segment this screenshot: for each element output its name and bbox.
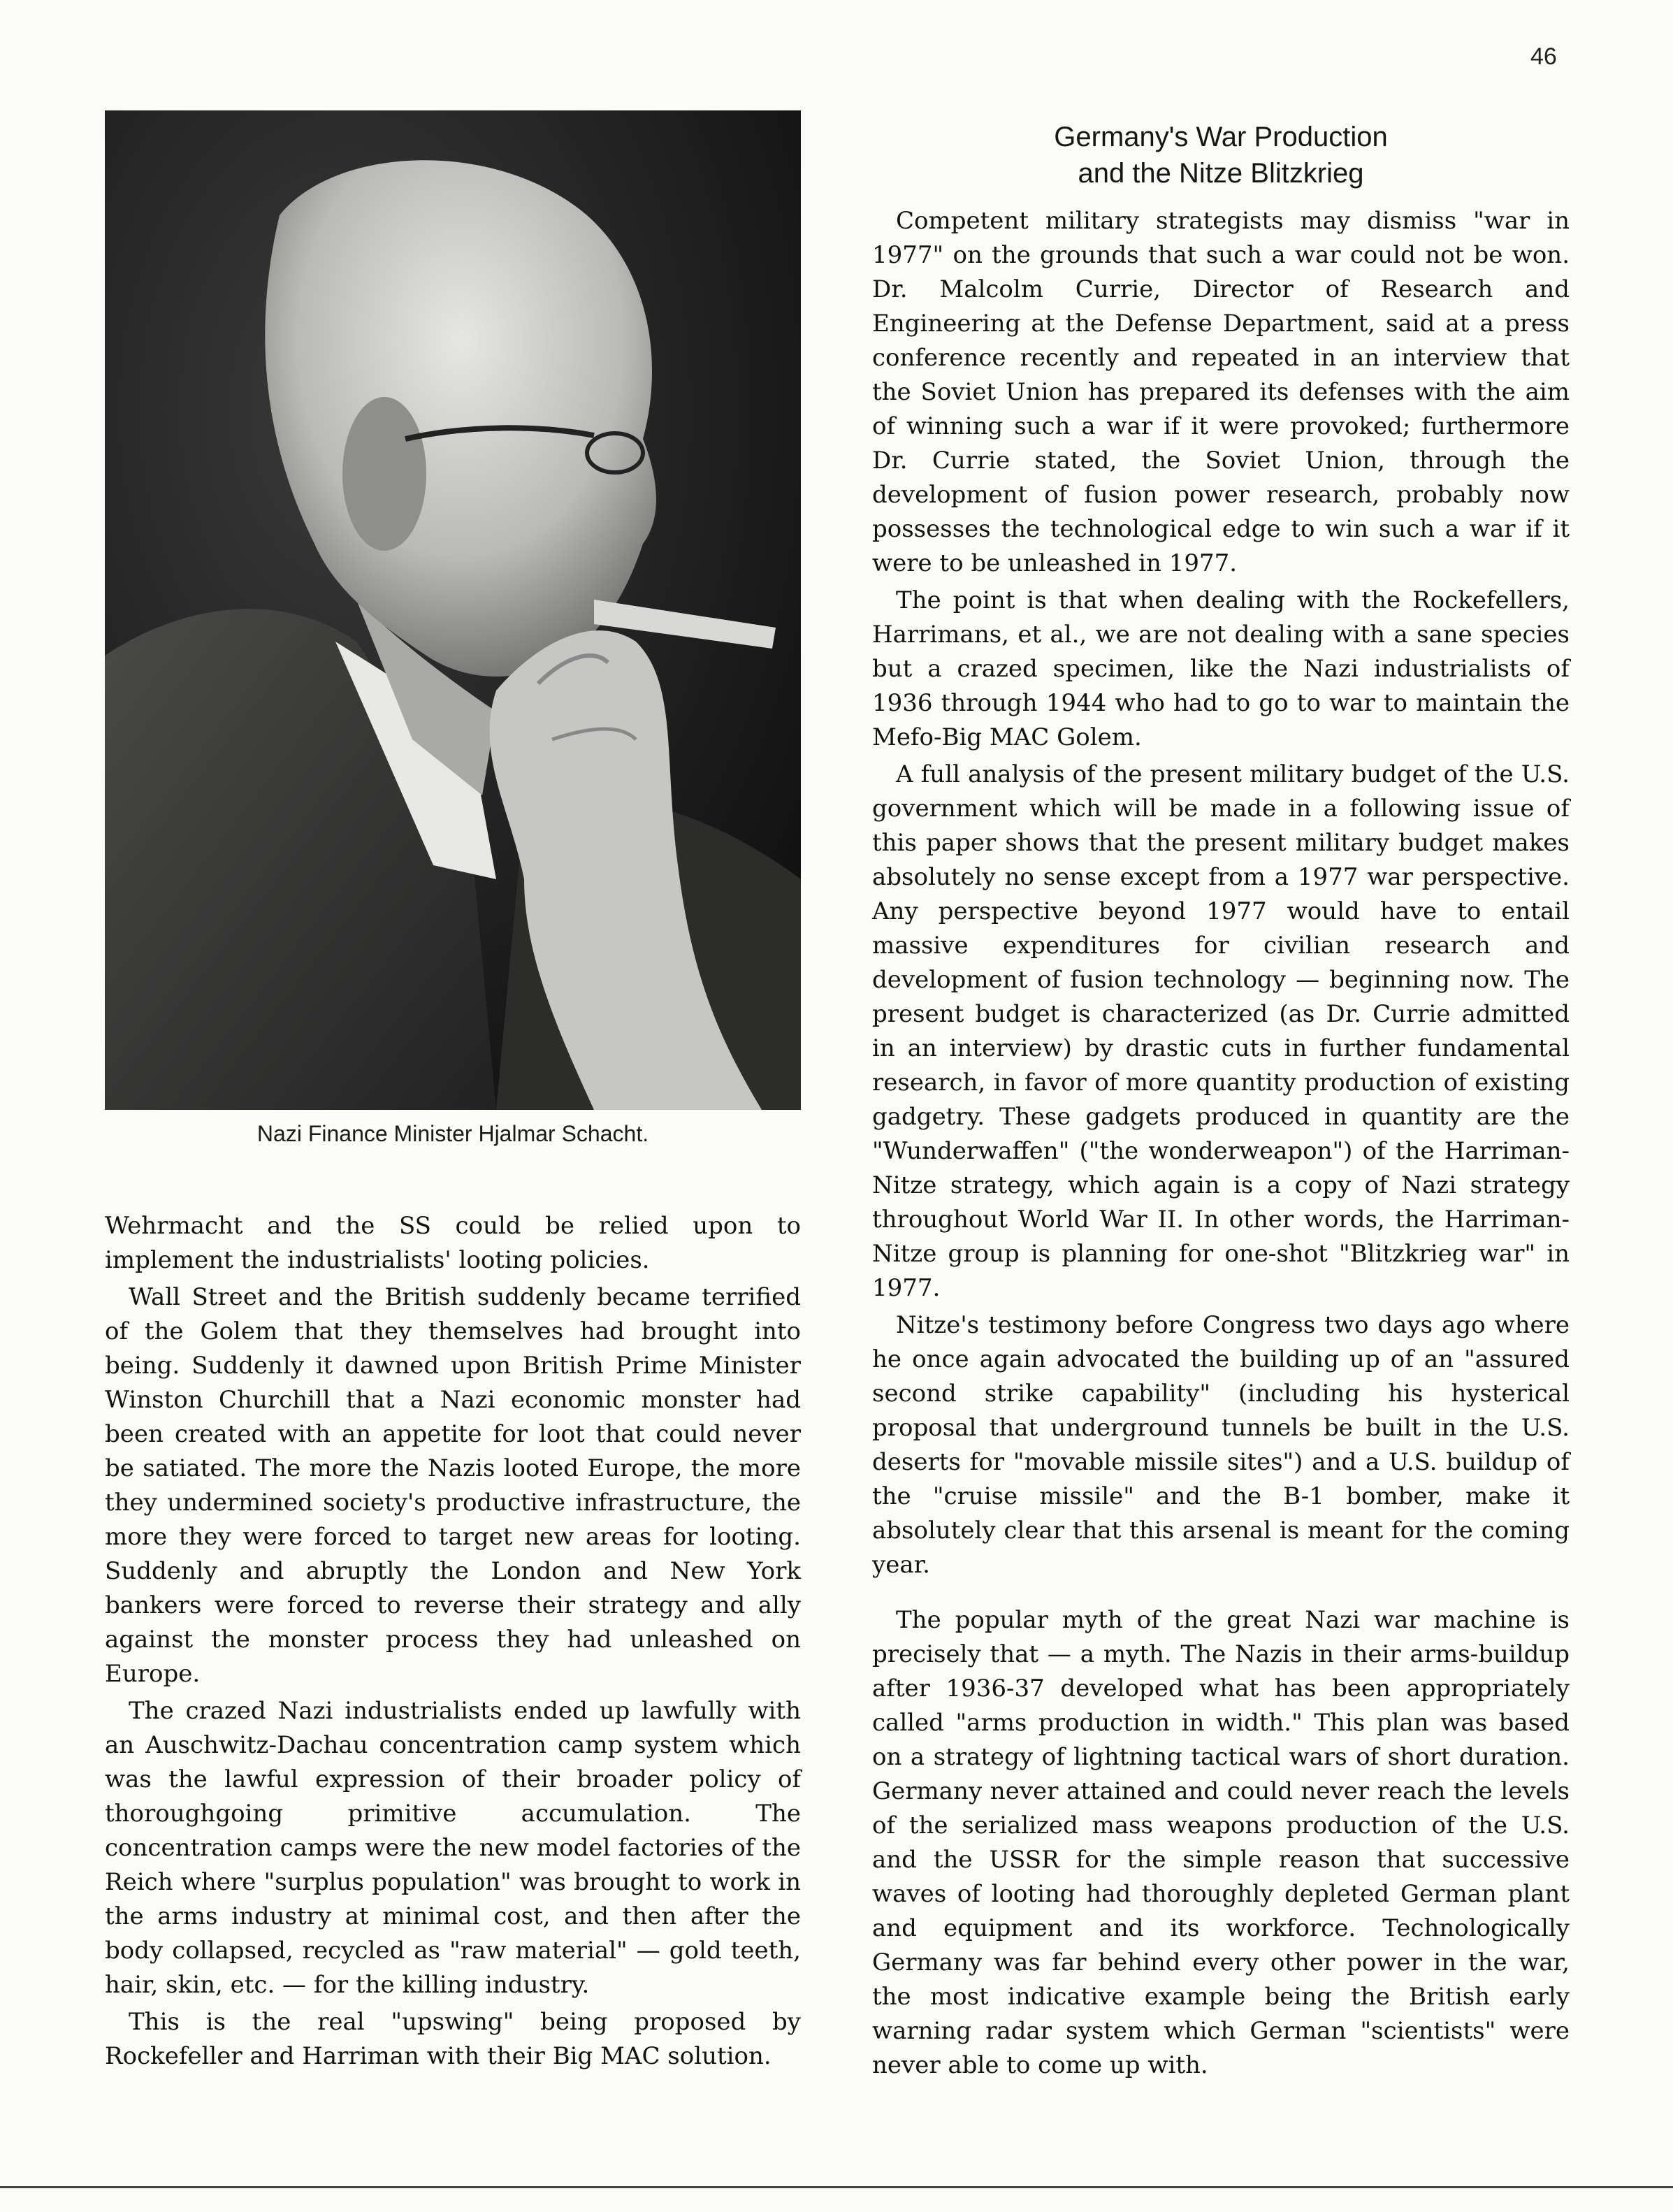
portrait-photo [105, 110, 801, 1110]
paragraph: Wehrmacht and the SS could be relied upon to implement the industrialists' looting policies. [105, 1212, 801, 1274]
right-column [872, 204, 1570, 2086]
paragraph: The point is that when dealing with the Rockefellers, Harrimans, et al., we are not dealing with a sane species but a crazed specimen, like the Nazi industrialists of 1936 through 1944 who had to go to war to maintain the Mefo-Big MAC Golem. [872, 586, 1570, 751]
heading-line-1: Germany's War Production [1054, 122, 1388, 152]
paragraph: The popular myth of the great Nazi war machine is precisely that — a myth. The Nazis in their arms-buildup after 1936-37 developed what has been appropriately called "arms production in width." This plan was based on a strategy of lightning tactical wars of short duration. Germany never attained and could never reach the levels of the serialized mass weapons production of the U.S. and the USSR for the simple reason that successive waves of looting had thoroughly depleted German plant and equipment and its workforce. Technologically Germany was far behind every other power in the war, the most indicative example being the British early warning radar system which German "scientists" were never able to come up with. [872, 1606, 1570, 2079]
paragraph: A full analysis of the present military budget of the U.S. government which will be made in a following issue of this paper shows that the present military budget makes absolutely no sense except from a 1977 war perspective. Any perspective beyond 1977 would have to entail massive expenditures for civilian research and development of fusion technology — beginning now. The present budget is characterized (as Dr. Currie admitted in an interview) by drastic cuts in further fundamental research, in favor of more quantity production of existing gadgetry. These gadgets produced in quantity are the "Wunderwaffen" ("the wonderweapon") of the Harriman-Nitze strategy, which again is a copy of Nazi strategy throughout World War II. In other words, the Harriman-Nitze group is planning for one-shot "Blitzkrieg war" in 1977. [872, 760, 1570, 1302]
bottom-rule [0, 2186, 1673, 2188]
left-column [105, 1209, 801, 2076]
paragraph: The crazed Nazi industrialists ended up lawfully with an Auschwitz-Dachau concentration camp system which was the lawful expression of their broader policy of thoroughgoing primitive accumulation. The concentration camps were the new model factories of the Reich where "surplus population" was brought to work in the arms industry at minimal cost, and then after the body collapsed, recycled as "raw material" — gold teeth, hair, skin, etc. — for the killing industry. [105, 1697, 801, 1999]
paragraph: Competent military strategists may dismiss "war in 1977" on the grounds that such a war could not be won. Dr. Malcolm Currie, Director of Research and Engineering at the Defense Department, said at a press conference recently and repeated in an interview that the Soviet Union has prepared its defenses with the aim of winning such a war if it were provoked; furthermore Dr. Currie stated, the Soviet Union, through the development of fusion power research, probably now possesses the technological edge to win such a war if it were to be unleashed in 1977. [872, 207, 1570, 577]
paragraph: Nitze's testimony before Congress two days ago where he once again advocated the building up of an "assured second strike capability" (including his hysterical proposal that underground tunnels be built in the U.S. deserts for "movable missile sites") and a U.S. buildup of the "cruise missile" and the B-1 bomber, make it absolutely clear that this arsenal is meant for the coming year. [872, 1311, 1570, 1579]
heading-line-2: and the Nitze Blitzkrieg [1078, 158, 1364, 189]
photo-caption: Nazi Finance Minister Hjalmar Schacht. [256, 1121, 649, 1146]
portrait-image [105, 110, 801, 1110]
section-heading [872, 119, 1570, 191]
paragraph: Wall Street and the British suddenly became terrified of the Golem that they themselves had brought into being. Suddenly it dawned upon British Prime Minister Winston Churchill that a Nazi economic monster had been created with an appetite for loot that could never be satiated. The more the Nazis looted Europe, the more they undermined society's productive infrastructure, the more they were forced to target new areas for looting. Suddenly and abruptly the London and New York bankers were forced to reverse their strategy and ally against the monster process they had unleashed on Europe. [105, 1283, 801, 1688]
paragraph: This is the real "upswing" being proposed by Rockefeller and Harriman with their Big MAC solution. [105, 2008, 801, 2070]
page-number: 46 [1530, 43, 1557, 70]
